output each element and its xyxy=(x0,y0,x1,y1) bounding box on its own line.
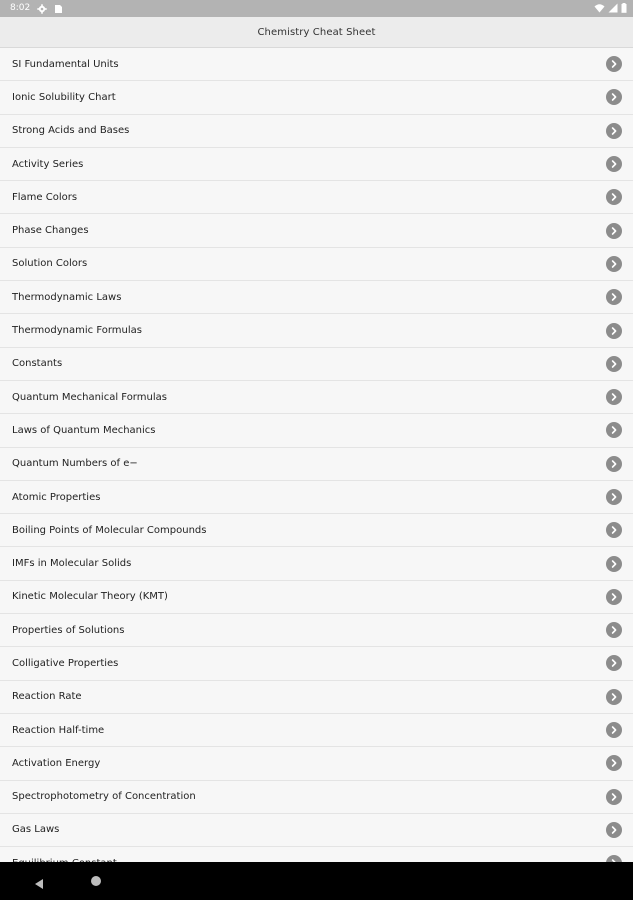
list-item[interactable] xyxy=(0,647,633,680)
chevron-right-icon xyxy=(606,189,622,205)
list-item[interactable] xyxy=(0,181,633,214)
list-item[interactable] xyxy=(0,481,633,514)
chevron-right-icon xyxy=(606,755,622,771)
list-item-label: Gas Laws xyxy=(12,824,60,836)
list-item[interactable] xyxy=(0,81,633,114)
chevron-right-icon xyxy=(606,655,622,671)
list-item[interactable] xyxy=(0,314,633,347)
wifi-icon xyxy=(594,3,605,13)
list-item[interactable] xyxy=(0,214,633,247)
list-item-label: Phase Changes xyxy=(12,225,89,237)
list-item-label: Properties of Solutions xyxy=(12,624,125,636)
chevron-right-icon xyxy=(606,389,622,405)
list-item-label: Spectrophotometry of Concentration xyxy=(12,791,196,803)
list-item[interactable] xyxy=(0,148,633,181)
list-item[interactable] xyxy=(0,414,633,447)
list-item-label: Atomic Properties xyxy=(12,491,101,503)
chevron-right-icon xyxy=(606,722,622,738)
list-item[interactable] xyxy=(0,48,633,81)
list-item-label: IMFs in Molecular Solids xyxy=(12,558,132,570)
list-item[interactable] xyxy=(0,514,633,547)
chevron-right-icon xyxy=(606,522,622,538)
chevron-right-icon xyxy=(606,689,622,705)
cellular-signal-icon xyxy=(608,3,618,13)
chevron-right-icon xyxy=(606,422,622,438)
list-item-label: Solution Colors xyxy=(12,258,88,270)
chevron-right-icon xyxy=(606,56,622,72)
list-item-label: SI Fundamental Units xyxy=(12,58,119,70)
chevron-right-icon xyxy=(606,589,622,605)
list-item-label: Ionic Solubility Chart xyxy=(12,91,116,103)
gear-icon xyxy=(37,4,47,14)
page-title: Chemistry Cheat Sheet xyxy=(257,26,376,38)
list-item-label: Colligative Properties xyxy=(12,657,119,669)
chevron-right-icon xyxy=(606,789,622,805)
battery-icon xyxy=(621,3,627,13)
list-item-label: Reaction Half-time xyxy=(12,724,105,736)
chevron-right-icon xyxy=(606,489,622,505)
list-item-label: Laws of Quantum Mechanics xyxy=(12,424,156,436)
list-item-label: Activity Series xyxy=(12,158,84,170)
status-bar xyxy=(0,0,633,17)
status-time: 8:02 xyxy=(10,3,31,13)
chevron-right-icon xyxy=(606,156,622,172)
chevron-right-icon xyxy=(606,289,622,305)
list-item-label: Strong Acids and Bases xyxy=(12,125,130,137)
list-item-label: Thermodynamic Laws xyxy=(12,291,122,303)
list-item[interactable] xyxy=(0,614,633,647)
list-item-label: Quantum Numbers of e− xyxy=(12,458,138,470)
list-item-label: Reaction Rate xyxy=(12,691,82,703)
list-item[interactable] xyxy=(0,581,633,614)
list-item[interactable] xyxy=(0,747,633,780)
list-item[interactable] xyxy=(0,714,633,747)
chevron-right-icon xyxy=(606,622,622,638)
chevron-right-icon xyxy=(606,356,622,372)
list-item-label: Activation Energy xyxy=(12,757,101,769)
list-item-label: Flame Colors xyxy=(12,191,78,203)
list-item[interactable] xyxy=(0,681,633,714)
sim-card-icon xyxy=(54,4,64,14)
chevron-right-icon xyxy=(606,223,622,239)
status-right xyxy=(594,3,627,13)
chevron-right-icon xyxy=(606,323,622,339)
home-icon[interactable] xyxy=(91,876,101,886)
back-icon[interactable] xyxy=(33,875,45,887)
list-item[interactable] xyxy=(0,248,633,281)
list-item[interactable] xyxy=(0,115,633,148)
status-left xyxy=(10,3,64,14)
list-item[interactable] xyxy=(0,547,633,580)
list-item[interactable] xyxy=(0,781,633,814)
chevron-right-icon xyxy=(606,123,622,139)
list-item-label: Kinetic Molecular Theory (KMT) xyxy=(12,591,168,603)
list-item[interactable] xyxy=(0,281,633,314)
list-item-label: Quantum Mechanical Formulas xyxy=(12,391,167,403)
list-item[interactable] xyxy=(0,448,633,481)
list-item[interactable] xyxy=(0,381,633,414)
list-item[interactable] xyxy=(0,814,633,847)
chevron-right-icon xyxy=(606,556,622,572)
chevron-right-icon xyxy=(606,456,622,472)
topic-list xyxy=(0,48,633,862)
chevron-right-icon xyxy=(606,256,622,272)
list-item[interactable] xyxy=(0,348,633,381)
navigation-bar xyxy=(0,862,633,900)
list-item-label: Boiling Points of Molecular Compounds xyxy=(12,524,207,536)
list-item-label: Constants xyxy=(12,358,63,370)
app-bar xyxy=(0,17,633,48)
chevron-right-icon xyxy=(606,822,622,838)
chevron-right-icon xyxy=(606,89,622,105)
list-item-label: Thermodynamic Formulas xyxy=(12,325,142,337)
